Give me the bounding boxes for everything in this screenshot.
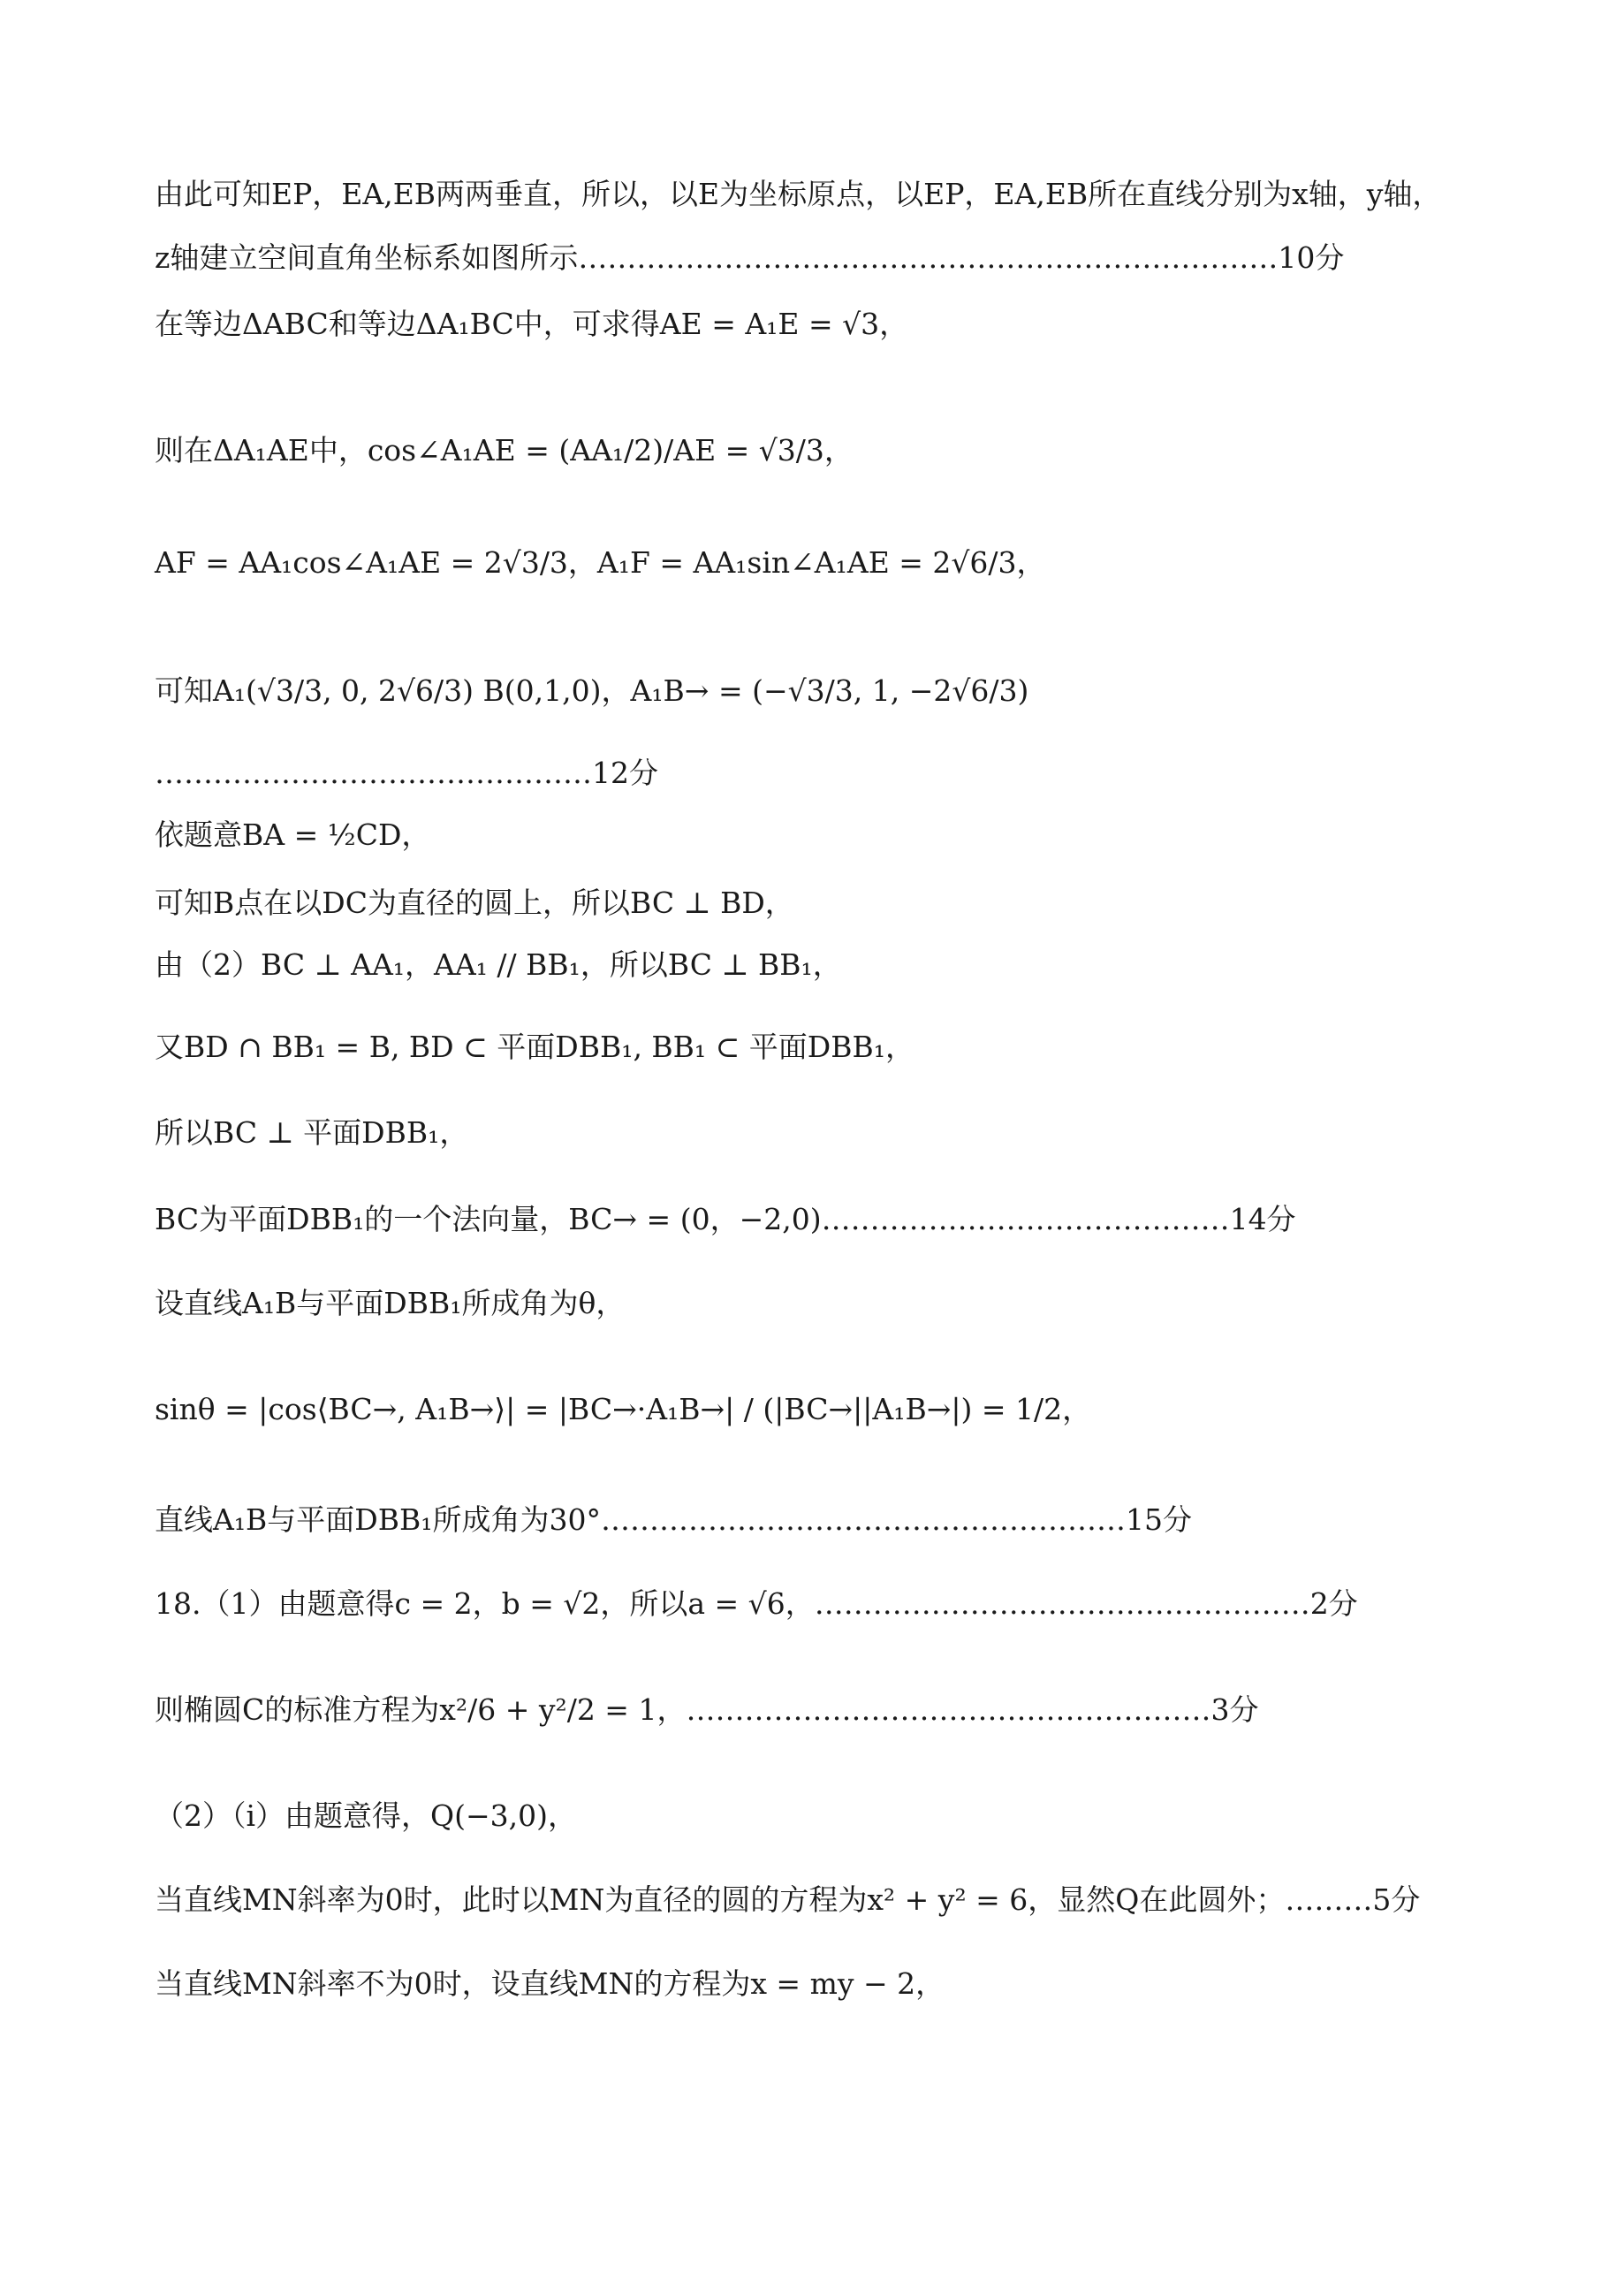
text-line-11: 又BD ∩ BB₁ = B, BD ⊂ 平面DBB₁, BB₁ ⊂ 平面DBB₁， (155, 1030, 914, 1064)
text-line-10: 由（2）BC ⊥ AA₁，AA₁ // BB₁，所以BC ⊥ BB₁， (155, 947, 842, 982)
text-line-6: 可知A₁(√3/3, 0, 2√6/3) B(0,1,0)，A₁B→ = (−√3/3, 1, −2√6/3) (155, 673, 1029, 708)
text-line-8: 依题意BA = ½CD， (155, 817, 431, 852)
text-line-17: 18.（1）由题意得c = 2，b = √2，所以a = √6，……………………………………………2分 (155, 1586, 1358, 1621)
text-line-9: 可知B点在以DC为直径的圆上，所以BC ⊥ BD， (155, 886, 794, 920)
text-line-14: 设直线A₁B与平面DBB₁所成角为θ， (155, 1286, 626, 1320)
text-line-13: BC为平面DBB₁的一个法向量，BC→ = (0，−2,0)……………………………………14分 (155, 1202, 1296, 1236)
text-line-2: z轴建立空间直角坐标系如图所示………………………………………………………………10分 (155, 240, 1345, 275)
text-line-16: 直线A₁B与平面DBB₁所成角为30°………………………………………………15分 (155, 1502, 1192, 1537)
text-line-12: 所以BC ⊥ 平面DBB₁， (155, 1115, 469, 1150)
text-line-7: ………………………………………12分 (155, 756, 658, 790)
text-line-20: 当直线MN斜率为0时，此时以MN为直径的圆的方程为x² + y² = 6，显然Q在此圆外；………5分 (155, 1882, 1421, 1917)
text-line-19: （2）（i）由题意得，Q(−3,0)， (155, 1798, 577, 1833)
text-line-3: 在等边ΔABC和等边ΔA₁BC中，可求得AE = A₁E = √3， (155, 307, 909, 341)
text-line-1: 由此可知EP，EA,EB两两垂直，所以，以E为坐标原点，以EP，EA,EB所在直线分别为x轴，y轴， (155, 177, 1442, 211)
text-line-15: sinθ = |cos⟨BC→, A₁B→⟩| = |BC→·A₁B→| / (|BC→||A₁B→|) = 1/2， (155, 1392, 1092, 1426)
text-line-5: AF = AA₁cos∠A₁AE = 2√3/3，A₁F = AA₁sin∠A₁AE = 2√6/3， (155, 545, 1046, 580)
text-line-4: 则在ΔA₁AE中，cos∠A₁AE = (AA₁/2)/AE = √3/3， (155, 433, 854, 468)
text-line-18: 则椭圆C的标准方程为x²/6 + y²/2 = 1，………………………………………………3分 (155, 1692, 1259, 1727)
text-line-21: 当直线MN斜率不为0时，设直线MN的方程为x = my − 2， (155, 1966, 945, 2001)
